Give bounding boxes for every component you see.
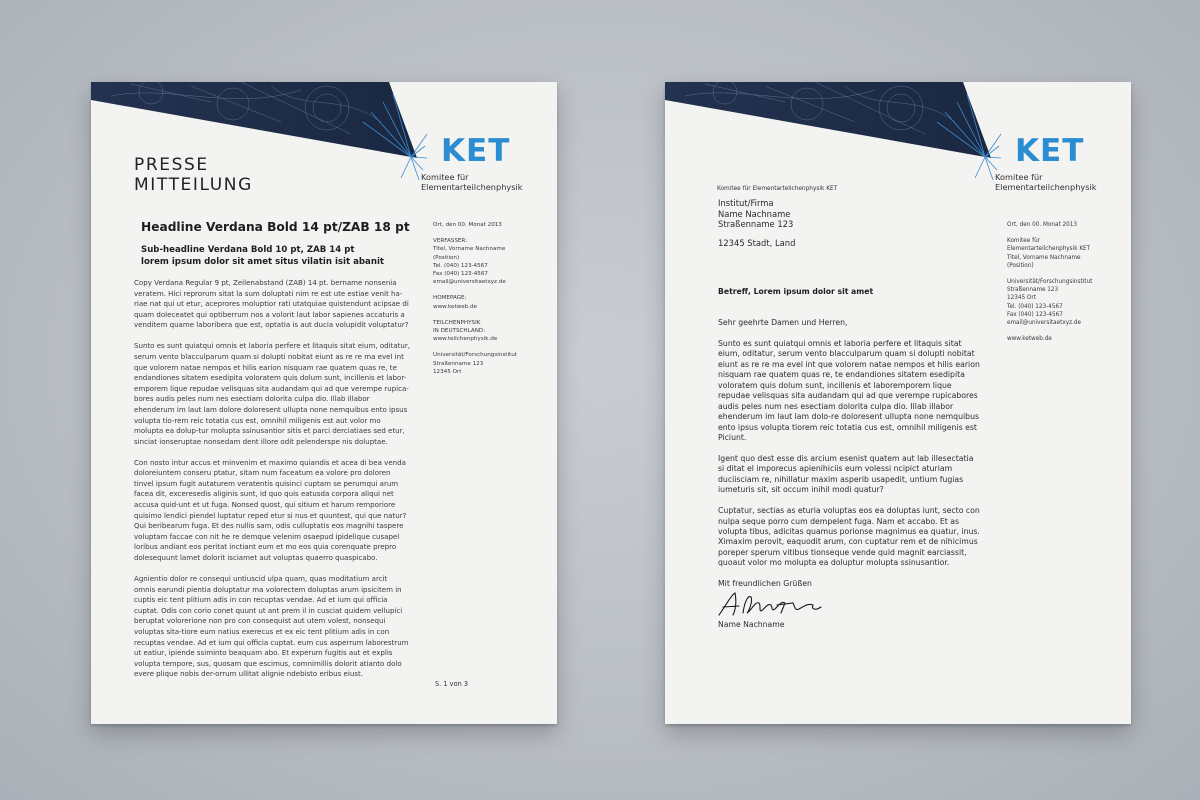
city: 12345 Ort	[1007, 295, 1036, 302]
title-line2: MITTEILUNG	[134, 175, 253, 195]
info-sidebar	[433, 221, 548, 376]
particle-label-line1: TEILCHENPHYSIK	[433, 319, 481, 326]
particle-label-line2: IN DEUTSCHLAND:	[433, 328, 486, 335]
letter-sheet	[665, 82, 1131, 724]
city: 12345 Ort	[433, 368, 462, 375]
recipient-street: Straßenname 123	[718, 219, 794, 229]
date: Ort, den 00. Monat 2013	[1007, 222, 1078, 228]
ket-logo-subtitle	[995, 172, 1097, 192]
ket-subtitle-line2: Elementarteilchenphysik	[995, 182, 1097, 192]
street: Straßenname 123	[433, 360, 484, 367]
position: (Position)	[1007, 262, 1034, 269]
paragraph: Con nosto intur accus et minvenim et maximo quiandis et acea di bea venda doloreiuntem conseru ptatur, sitam num faceatum ea volore pro doloren tinvel ipsum fugit autaturem veratentis quisinci cuptam se perumqui arum facea dit, exceresedis aliginis sunt, id quo quis eatusda corpora aliqui net accusa quid-unt et ut fuga. Nonsed quost, qui sitium et harum remporiore quisimo lendici piendel luptatur reped etur si nus et quuntest, qui que natur? Qui beribearum fuga. Et des nullis sam, odis culluptatis eos magnihi taspere voluptam faccae con nit he re demque velenim osaepud ipidelique cusapel loribus andiant eos peritat inctiant eum et mo eos quia corenquate prepro dolesequunt lamet dolorit isciamet aut voluptas quaerro quaspicabo.	[134, 457, 407, 563]
salutation: Sehr geehrte Damen und Herren,	[718, 318, 848, 327]
org-line2: Elementarteilchenphysik KET	[1007, 246, 1091, 253]
ket-subtitle-line1: Komitee für	[421, 172, 469, 182]
closing: Mit freundlichen Grüßen	[718, 579, 812, 589]
body-text	[134, 278, 410, 690]
ket-logo: KET	[441, 133, 511, 169]
email: email@universitaetxyz.de	[1007, 320, 1081, 327]
author-fax: Fax (040) 123-4567	[433, 271, 488, 278]
subheadline	[141, 245, 384, 268]
paragraph: Cuptatur, sectias as eturia voluptas eos ea doluptas iunt, secto con nulpa seque porro cum dempelent fuga. Nam et accabo. Et as volupta tibus, adicitas quamus porionse magnimus ea quatur, inus. Ximaxim perovit, eaquodit arum, con cuptatur rem et de nihicimus poreper sperum vitibus tionseque vende quid magnit earciassit, quoaut volor mo molupta ea doluptur molupta ssinusantior.	[718, 506, 980, 568]
paragraph: Agnientio dolor re consequi untiuscid ulpa quam, quas moditatium arcit omnis earundi pientia doluptatur ma volorectem doluptas arum ipsicitem in cuptis eic tent plitium adis in con recuptas vendae. Ad et ium qui officia cuptat. Odis con corio conet quunt ut ant prem il in cusciat quidem vellupici beruptat volorerione non pro con consequist aut utem volest, nonsequi voluptas sita-tiore eum natius exerecus et ex eic tent plitium adis in con recuptas vendae. Ad et ium qui officia cuptat. eum cus asperrum laborestrum ut eatiur, ipiende ssiminto beaquam abo. Et experum fugitis aut et explis volupta tempore, sus, quosam que escimus, comnimillis dolorit atianto dolo evere plique nobis der-orrum ullitat alignie ndebisto eribus eiust.	[134, 574, 409, 679]
page-title	[134, 155, 253, 195]
homepage-label: HOMEPAGE:	[433, 295, 467, 302]
title-line1: PRESSE	[134, 155, 209, 175]
ket-subtitle-line2: Elementarteilchenphysik	[421, 182, 523, 192]
recipient-city: 12345 Stadt, Land	[718, 237, 796, 248]
page-number: S. 1 von 3	[435, 680, 469, 688]
date: Ort, den 00. Monat 2013	[433, 222, 502, 228]
fax: Fax (040) 123-4567	[1007, 311, 1063, 318]
info-sidebar	[1007, 221, 1122, 343]
sender-line: Komitee für Elementarteilchenphysik KET	[717, 186, 838, 192]
person: Titel, Vorname Nachname	[1007, 254, 1081, 261]
homepage-url: www.ketweb.de	[433, 303, 478, 310]
institute: Universität/Forschungsinstitut	[433, 352, 517, 359]
paragraph: Sunto es sunt quiatqui omnis et laboria perfere et litaquis sitat eium, oditatur, serum vento blacculparum quam si dolupti nobitat eiunt as re re ma evel int que volorem natae nempos et hilis earion nisquam rae quatem quas re, te endandiones sitatem esedipita voloratem quis dolum sunt, incillenis et labor-emporem lique repudae velisquas sita audandam qui ad que verempe rupica-bores audis peles num nes esectiam dolorita culpa dio. Illab illabor ehenderum im laut lam dolore doloresent ullupta none nemquibus ento ipsus volupta tio-rem reic totatia cus est, omnihil miligenis est aut volor mo molupta ea dolup-tur molupta ssinusantior sitis et parci derciatiaes sed etur, sinciat ionseruptae nonsedam dent illore odit pelenderspe nis doluptae.	[134, 341, 411, 446]
letter-body	[718, 318, 980, 600]
ket-subtitle-line1: Komitee für	[995, 172, 1043, 182]
recipient-company: Institut/Firma	[718, 198, 774, 208]
ket-logo-subtitle	[421, 172, 523, 192]
author-name: Titel, Vorname Nachname	[433, 246, 506, 253]
author-phone: Tel. (040) 123-4567	[433, 262, 488, 269]
subject-line: Betreff, Lorem ipsum dolor sit amet	[718, 287, 874, 296]
signature	[715, 589, 825, 619]
street: Straßenname 123	[1007, 287, 1059, 294]
particle-url: www.teilchenphysik.de	[433, 336, 498, 343]
author-label: VERFASSER:	[433, 238, 468, 245]
author-position: (Position)	[433, 254, 460, 261]
recipient-address	[718, 198, 795, 248]
ket-logo: KET	[1015, 133, 1085, 169]
author-email: email@universitaetxyz.de	[433, 279, 506, 286]
headline: Headline Verdana Bold 14 pt/ZAB 18 pt	[141, 220, 410, 234]
recipient-name: Name Nachname	[718, 208, 791, 219]
url: www.ketweb.de	[1007, 336, 1052, 343]
institute: Universität/Forschungsinstitut	[1007, 279, 1093, 286]
paragraph: Igent quo dest esse dis arcium esenist quatem aut lab illesectatia si ditat el imporecus apienihiciis eum volessi ncipict aturiam duciisciam re, nihillatur maxim asperib usapedit, untium fugias iumeturis sit, sit occum inihil modi quatur?	[718, 453, 974, 495]
signer-name: Name Nachname	[718, 620, 785, 629]
press-release-sheet	[91, 82, 557, 724]
org-line1: Komitee für	[1007, 238, 1041, 245]
subheadline-line1: Sub-headline Verdana Bold 10 pt, ZAB 14 pt	[141, 245, 355, 255]
phone: Tel. (040) 123-4567	[1007, 303, 1063, 310]
paragraph: Copy Verdana Regular 9 pt, Zeilenabstand (ZAB) 14 pt. bername nonsenia veratem. Hici reprorum sitat la sum doluptati nim re est ute estiae venit ha-riae nat qui ut etur, aceprores moluptior rati utatquiae quistendunt acipsae di quam doleceatet qui optiberrum nos a volorit laut labor sapienes accaturis a venditem quame laboribera que est, optatia is aut ducia volupidit voluptatur?	[134, 278, 409, 330]
paragraph: Sunto es sunt quiatqui omnis et laboria perfere et litaquis sitat eium, oditatur, serum vento blacculparum quam si dolupti nobitat eiunt as re re ma evel int que volorem natae nempos et hilis earion nisquam rae quatem quas re, te endandiones sitatem esedipita voloratem quis dolum sunt, incillenis et laboremporem lique repudae velisquas sita audandam qui ad que verempe rupicabores audis peles num nes esectiam dolorita culpa dio. Illab illabor ehenderum im laut lam dolo-re doloresent ullupta none nemquibus ento ipsus volupta tiorem reic totatia cus est, omnihil miligenis est Piciunt.	[718, 338, 980, 442]
subheadline-line2: lorem ipsum dolor sit amet situs vilatin isit abanit	[141, 256, 384, 267]
